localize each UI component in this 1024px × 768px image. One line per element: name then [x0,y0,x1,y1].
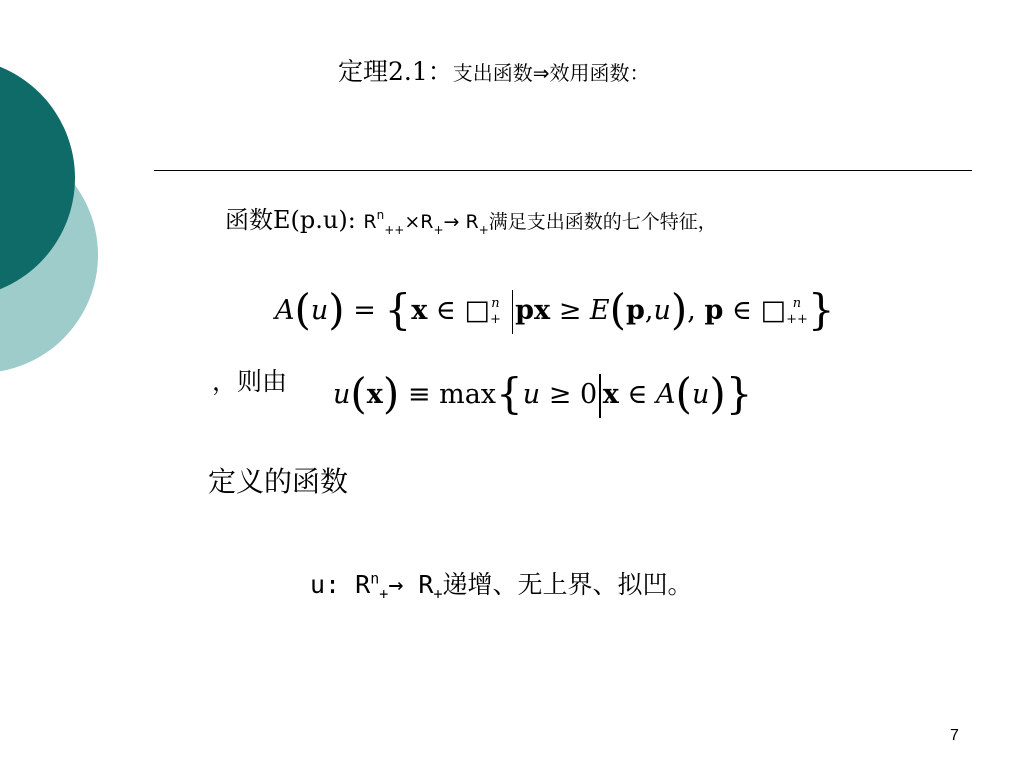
eq2-x2: x [602,379,619,410]
utility-properties-line [310,565,693,603]
eq1-elem: ∈ [435,295,456,326]
domain-r2: R [420,211,434,233]
brace-close: } [807,285,835,334]
eq1-p: p [626,295,645,326]
brace-open: { [384,285,412,334]
domain-r2-sub: + [433,222,444,237]
definition-line [225,200,717,237]
eq1-u: u [310,295,329,326]
paren-open-4: ( [675,369,692,418]
title-theorem: 定理2.1： [338,57,453,86]
eq2-zero: 0 [579,379,598,410]
eq1-set2-scripts [786,296,808,328]
then-by-text: ，则由 [212,367,288,396]
u-domain-sub: + [379,585,389,603]
eq1-geq: ≥ [558,295,582,326]
such-that-bar-2 [599,374,601,418]
arrow-symbol: → [443,211,466,233]
codomain-r: R [465,211,479,233]
eq2-x: x [366,379,383,410]
eq1-px: px [515,295,551,326]
u-properties: 递增、无上界、拟凹。 [442,570,693,599]
eq1-x: x [411,295,428,326]
such-that-bar [512,290,514,334]
domain-r1: R [363,211,377,233]
codomain-r-sub: + [478,222,489,237]
paren-close-2: ) [670,285,688,334]
paren-close-3: ) [382,369,400,418]
u-arrow: → [388,570,419,599]
eq1-set-2: □ [760,295,787,326]
eq2-a: A [656,379,676,410]
times-symbol: × [404,211,421,233]
eq1-comma-2: , [687,295,696,326]
title-statement: 支出函数⇒效用函数： [452,61,650,85]
utility-definition-equation [333,364,752,418]
page-number: 7 [950,727,959,744]
u-domain-sup: n [370,569,380,588]
eq1-set-sub: + [490,311,501,327]
brace-close-2: } [725,369,753,418]
definition-tail: 满足支出函数的七个特征， [488,211,717,233]
paren-open-2: ( [609,285,627,334]
horizontal-rule [154,170,972,171]
defined-function-text: 定义的函数 [208,465,349,498]
eq2-u: u [333,379,351,410]
u-codomain: R [418,570,434,599]
eq2-elem: ∈ [627,379,648,410]
eq2-equiv: ≡ [407,379,431,410]
eq1-set2-sup: n [792,295,802,311]
domain-r1-sub: ++ [384,222,405,237]
eq1-set: □ [464,295,491,326]
eq1-a: A [275,295,295,326]
eq1-set2-sub: ++ [786,311,808,327]
eq2-u3: u [691,379,710,410]
slide-title [338,52,650,88]
eq2-geq: ≥ [548,379,572,410]
function-label: 函数E(p.u): [225,206,364,234]
eq1-p2: p [704,295,724,326]
eq2-u2: u [522,379,541,410]
equals-sign: = [353,295,376,326]
eq2-max: max [439,379,497,410]
eq1-u2: u [653,295,671,326]
eq1-set-scripts [490,296,501,328]
u-mapping-lead: u: R [310,570,371,599]
paren-open-3: ( [350,369,367,418]
u-codomain-sub: + [433,585,443,603]
eq1-set-sup: n [491,295,500,311]
set-definition-equation [275,280,835,334]
paren-close-4: ) [709,369,726,418]
brace-open-2: { [496,369,523,418]
decorative-circles [0,0,120,420]
eq1-comma: , [644,295,654,326]
eq1-elem-2: ∈ [731,295,752,326]
paren-open: ( [294,285,311,334]
eq1-e: E [589,295,610,326]
domain-r1-sup: n [376,208,385,222]
paren-close: ) [328,285,345,334]
